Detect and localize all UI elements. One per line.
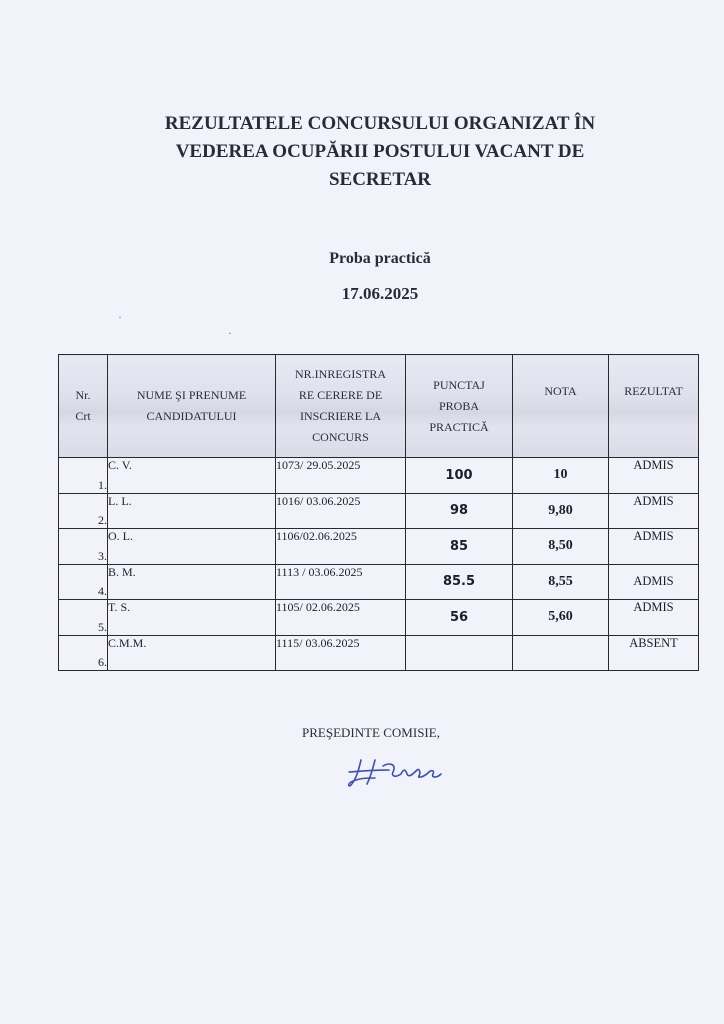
cell-name: O. L. — [108, 529, 276, 565]
exam-subtitle: Proba practică — [329, 250, 431, 267]
cell-punctaj — [406, 635, 513, 671]
exam-date: 17.06.2025 — [341, 284, 419, 303]
cell-registration: 1016/ 03.06.2025 — [276, 493, 406, 529]
table-row — [59, 493, 699, 529]
cell-name: L. L. — [108, 493, 276, 529]
header-nr — [59, 355, 108, 458]
cell-rezultat: ADMIS — [609, 529, 699, 565]
cell-nr: 1. — [59, 458, 108, 494]
president-label: PREŞEDINTE COMISIE, — [302, 725, 440, 740]
cell-registration: 1073/ 29.05.2025 — [276, 458, 406, 494]
header-punctaj — [406, 355, 513, 458]
cell-nota: 8,55 — [513, 564, 609, 600]
cell-nota: 10 — [513, 458, 609, 494]
table-row — [59, 600, 699, 636]
header-line: REZULTAT — [624, 384, 683, 398]
header-registration — [276, 355, 406, 458]
header-line: CANDIDATULUI — [146, 409, 237, 423]
cell-name: T. S. — [108, 600, 276, 636]
cell-registration: 1113 / 03.06.2025 — [276, 564, 406, 600]
cell-registration: 1115/ 03.06.2025 — [276, 635, 406, 671]
header-line: NR.INREGISTRA — [294, 367, 386, 381]
cell-rezultat: ADMIS — [609, 564, 699, 600]
header-line: RE CERERE DE — [298, 388, 383, 402]
table-row — [59, 529, 699, 565]
cell-registration: 1105/ 02.06.2025 — [276, 600, 406, 636]
cell-rezultat: ABSENT — [609, 635, 699, 671]
scan-speck: · — [228, 326, 232, 340]
cell-punctaj: 56 — [406, 600, 513, 636]
cell-rezultat: ADMIS — [609, 600, 699, 636]
scan-speck: · — [118, 310, 122, 324]
header-line: Crt — [75, 409, 91, 423]
header-line: NUME ŞI PRENUME — [136, 388, 247, 402]
results-table — [58, 354, 699, 671]
title-line: SECRETAR — [328, 169, 432, 190]
header-line: PRACTICĂ — [429, 419, 489, 434]
header-line: CONCURS — [312, 430, 369, 444]
table-row — [59, 458, 699, 494]
header-rezultat — [609, 355, 699, 458]
cell-nota: 5,60 — [513, 600, 609, 636]
cell-registration: 1106/02.06.2025 — [276, 529, 406, 565]
header-line: INSCRIERE LA — [300, 409, 381, 423]
title-line: VEDEREA OCUPĂRII POSTULUI VACANT DE — [175, 141, 585, 162]
title-line: REZULTATELE CONCURSULUI ORGANIZAT ÎN — [164, 113, 596, 134]
cell-nr: 5. — [59, 600, 108, 636]
table-row — [59, 564, 699, 600]
cell-rezultat: ADMIS — [609, 493, 699, 529]
cell-name: C.M.M. — [108, 635, 276, 671]
cell-name: B. M. — [108, 564, 276, 600]
cell-nr: 4. — [59, 564, 108, 600]
header-line: Nr. — [75, 388, 91, 402]
table-row — [59, 635, 699, 671]
cell-punctaj: 100 — [406, 458, 513, 494]
cell-rezultat: ADMIS — [609, 458, 699, 494]
cell-nota: 9,80 — [513, 493, 609, 529]
signature-icon — [345, 752, 465, 792]
table-header-row — [59, 355, 699, 458]
header-line: PROBA — [438, 398, 479, 413]
header-line: PUNCTAJ — [433, 377, 485, 392]
header-name — [108, 355, 276, 458]
cell-nr: 6. — [59, 635, 108, 671]
cell-nota — [513, 635, 609, 671]
cell-name: C. V. — [108, 458, 276, 494]
header-line: NOTA — [544, 384, 577, 398]
cell-punctaj: 85 — [406, 529, 513, 565]
document-title — [100, 110, 660, 194]
cell-punctaj: 85.5 — [406, 564, 513, 600]
cell-nr: 2. — [59, 493, 108, 529]
cell-nr: 3. — [59, 529, 108, 565]
header-nota — [513, 355, 609, 458]
cell-punctaj: 98 — [406, 493, 513, 529]
cell-nota: 8,50 — [513, 529, 609, 565]
